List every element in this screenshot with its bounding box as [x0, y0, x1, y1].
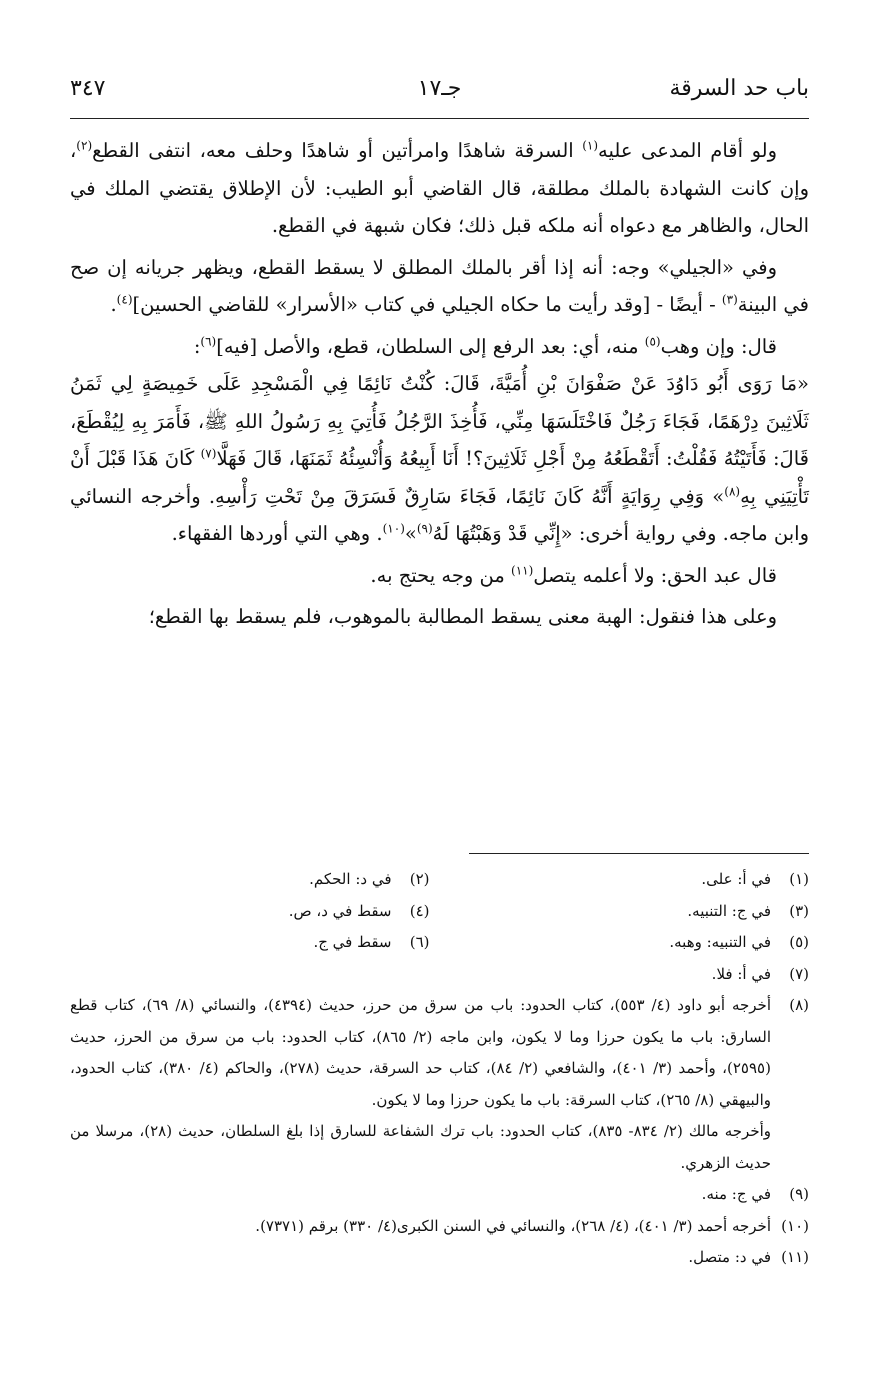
text-run: السرقة شاهدًا وامرأتين أو شاهدًا وحلف معه، انتفى القطع	[92, 139, 583, 162]
footnote-number: (٥)	[789, 933, 809, 951]
footnote-text: سقط في د، ص.	[288, 901, 392, 920]
footnote-11	[70, 1242, 809, 1274]
text-run: ، وإن كانت الشهادة بالملك مطلقة، قال القاضي أبو الطيب: لأن الإطلاق يقتضي الملك في الحال، والظاهر مع دعواه أنه ملكه قبل ذلك؛ فكان شبهة في القطع.	[70, 139, 809, 237]
paragraph-5	[70, 598, 809, 636]
footnote-ref-7[interactable]: (٧)	[200, 446, 217, 461]
footnote-number: (٤)	[409, 901, 430, 920]
text-run: وفي «الجيلي» وجه: أنه إذا أقر بالملك المطلق لا يسقط القطع، ويظهر جريانه إن صح في البينة	[70, 255, 809, 316]
footnotes	[70, 864, 809, 1274]
footnote-text: في أ: على.	[701, 870, 771, 888]
footnote-8	[70, 990, 809, 1116]
hadith-quote	[70, 365, 809, 553]
running-header	[70, 72, 809, 112]
footnote-text: في أ: فلا.	[711, 964, 771, 983]
footnote-ref-1[interactable]: (١)	[582, 138, 599, 153]
text-run: . وهي التي أوردها الفقهاء.	[171, 522, 383, 545]
text-run: » وَفِي رِوَايَةٍ أَنَّهُ كَانَ نَائِمًا، فَجَاءَ سَارِقٌ فَسَرَقَ مِنْ تَحْتِ رَأْسِهِ. وأخرجه النسائي وابن ماجه. وفي رواية أخرى: «إِنِّي قَدْ وَهَبْتُهَا لَهُ	[70, 484, 809, 545]
footnote-ref-2[interactable]: (٢)	[76, 138, 93, 153]
text-run: كَانَ هَذَا قَبْلَ أَنْ تَأْتِيَنِي بِهِ	[70, 447, 809, 508]
text-run: ولو أقام المدعى عليه	[598, 139, 778, 162]
footnote-number: (٦)	[409, 933, 430, 951]
paragraph-1	[70, 132, 809, 245]
footnote-text: في ج: منه.	[701, 1185, 771, 1203]
footnote-text: سقط في ج.	[313, 933, 392, 951]
footnote-number: (٨)	[789, 996, 809, 1014]
footnote-8-continued	[70, 1116, 809, 1179]
text-run: قال: وإن وهب	[660, 334, 777, 358]
footnote-number: (١١)	[781, 1248, 809, 1266]
footnote-7	[450, 959, 810, 991]
footnote-text: وأخرجه مالك (٢/ ٨٣٤- ٨٣٥)، كتاب الحدود: باب ترك الشفاعة للسارق إذا بلغ السلطان، حديث (٢٨)، مرسلا من حديث الزهري.	[70, 1122, 772, 1172]
text-run: قال عبد الحق: ولا أعلمه يتصل	[533, 563, 777, 587]
footnote-ref-11[interactable]: (١١)	[511, 563, 534, 577]
footnote-2	[70, 864, 430, 896]
volume-label: جـ١٧	[417, 76, 462, 101]
text-run: .	[110, 293, 117, 316]
paragraph-3	[70, 328, 809, 366]
footnote-5	[450, 927, 810, 959]
footnote-ref-9[interactable]: (٩)	[416, 521, 433, 536]
footnote-10	[70, 1211, 809, 1243]
footnote-ref-6[interactable]: (٦)	[200, 334, 217, 348]
footnote-number: (٣)	[789, 901, 809, 920]
text-run: - أيضًا - [وقد رأيت ما حكاه الجيلي في كتاب «الأسرار» للقاضي الحسين]	[132, 293, 722, 316]
header-divider	[70, 118, 809, 119]
footnote-text: في التنبيه: وهبه.	[669, 933, 771, 951]
footnote-number: (٧)	[789, 964, 809, 983]
footnote-number: (١)	[789, 870, 809, 888]
footnote-text: أخرجه أحمد (٣/ ٤٠١)، (٤/ ٢٦٨)، والنسائي في السنن الكبرى(٤/ ٣٣٠) برقم (٧٣٧١).	[255, 1216, 771, 1235]
footnote-9	[70, 1179, 809, 1211]
main-text	[70, 132, 809, 636]
footnote-4	[70, 896, 430, 928]
paragraph-4	[70, 557, 809, 595]
footnote-ref-4[interactable]: (٤)	[116, 292, 133, 307]
short-footnotes	[70, 864, 809, 990]
footnote-divider	[469, 853, 809, 854]
text-run: منه، أي: بعد الرفع إلى السلطان، قطع، والأصل [فيه]	[216, 334, 645, 358]
footnote-6	[70, 927, 430, 959]
text-run: »	[404, 522, 417, 545]
footnote-3	[450, 896, 810, 928]
text-run: وعلى هذا فنقول: الهبة معنى يسقط المطالبة بالموهوب، فلم يسقط بها القطع؛	[148, 605, 777, 628]
footnote-number: (٢)	[409, 870, 430, 888]
footnote-text: في د: الحكم.	[309, 870, 392, 888]
footnote-1	[450, 864, 810, 896]
footnote-text: في د: متصل.	[688, 1248, 771, 1266]
footnote-number: (١٠)	[781, 1216, 809, 1235]
text-run: :	[193, 334, 201, 358]
footnote-text: أخرجه أبو داود (٤/ ٥٥٣)، كتاب الحدود: باب من سرق من حرز، حديث (٤٣٩٤)، والنسائي (٨/ ٦٩)، كتاب قطع السارق: باب ما يكون حرزا وما لا يكون، وابن ماجه (٢/ ٨٦٥)، كتاب الحدود: باب من سرق من الحرز، حديث (٢٥٩٥)، وأحمد (٣/ ٤٠١)، والشافعي (٢/ ٨٤)، كتاب حد السرقة، حديث (٢٧٨)، والحاكم (٤/ ٣٨٠)، كتاب الحدود، والبيهقي (٨/ ٢٦٥)، كتاب السرقة: باب ما يكون حرزا وما لا يكون.	[70, 996, 771, 1109]
text-run: من وجه يحتج به.	[370, 563, 511, 587]
chapter-title: باب حد السرقة	[669, 76, 809, 101]
text-run: «مَا رَوَى أَبُو دَاوُدَ عَنْ صَفْوَانَ بْنِ أُمَيَّةَ، قَالَ: كُنْتُ نَائِمًا فِي الْمَسْجِدِ عَلَى خَمِيصَةٍ لِي ثَمَنُ ثَلَاثِينَ دِرْهَمًا، فَجَاءَ رَجُلٌ فَاخْتَلَسَهَا مِنِّي، فَأُخِذَ الرَّجُلُ فَأُتِيَ بِهِ رَسُولُ اللهِ ﷺ، فَأَمَرَ بِهِ لِيُقْطَعَ، قَالَ: فَأَتَيْتُهُ فَقُلْتُ: أَتَقْطَعُهُ مِنْ أَجْلِ ثَلَاثِينَ؟! أَنَا أَبِيعُهُ وَأُنْسِئُهُ ثَمَنَهَا، قَالَ فَهَلَّا	[70, 372, 809, 470]
footnote-number: (٩)	[789, 1185, 809, 1203]
footnote-ref-8[interactable]: (٨)	[724, 484, 741, 498]
footnote-text: في ج: التنبيه.	[687, 901, 771, 920]
footnote-ref-5[interactable]: (٥)	[644, 334, 661, 348]
page-number: ٣٤٧	[70, 76, 106, 101]
footnote-ref-10[interactable]: (١٠)	[382, 521, 405, 536]
footnote-ref-3[interactable]: (٣)	[721, 292, 738, 307]
paragraph-2	[70, 249, 809, 324]
